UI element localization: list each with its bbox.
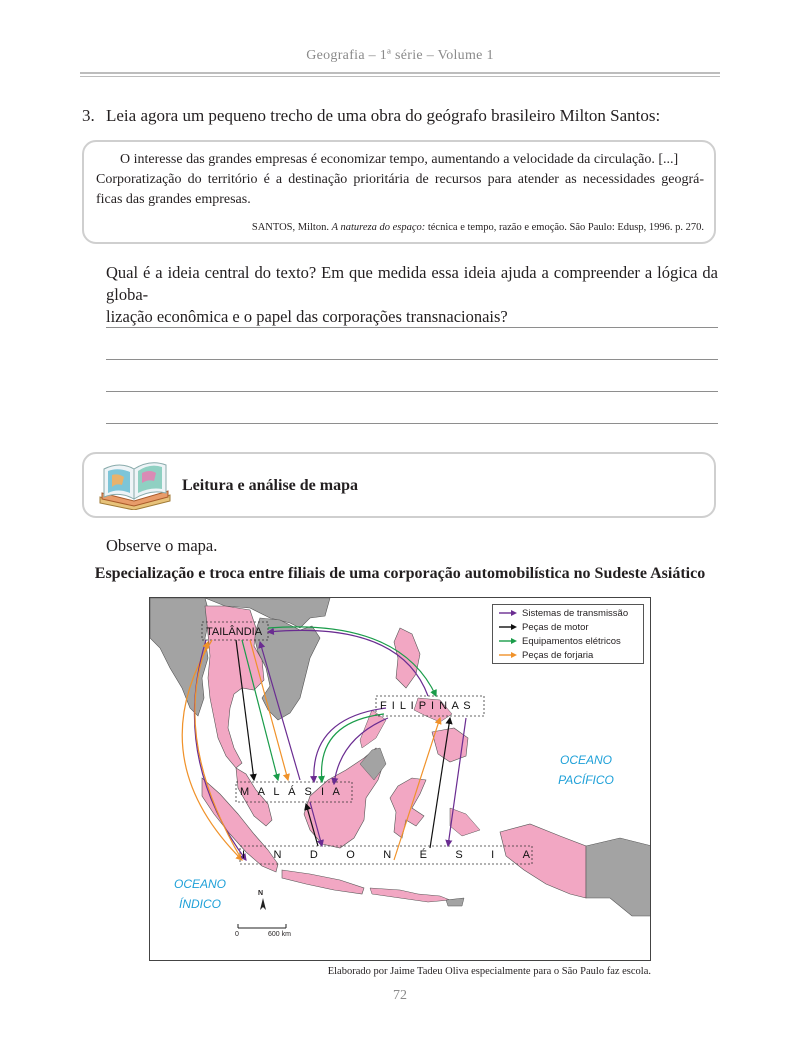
ocean-label-line: OCEANO <box>559 753 612 767</box>
question-number: 3. <box>82 106 95 125</box>
header-rule-thin <box>80 76 720 77</box>
legend-arrow-icon <box>499 637 517 645</box>
quote-line-1: O interesse das grandes empresas é economizar tempo, aumentando a velocidade da circulação. [...] <box>120 152 679 167</box>
observe-instruction: Observe o mapa. <box>106 536 218 555</box>
answer-line[interactable] <box>106 359 718 360</box>
legend-item <box>493 607 643 619</box>
legend-label: Equipamentos elétricos <box>522 635 621 647</box>
legend-arrow-icon <box>499 623 517 631</box>
indonesia-letter: N <box>273 849 282 861</box>
label-indian-ocean <box>162 874 238 914</box>
north-arrow-label: N <box>258 890 264 897</box>
ocean-label-line: PACÍFICO <box>558 773 614 787</box>
indonesia-letter: I <box>491 849 495 861</box>
label-pacific-ocean <box>546 750 626 790</box>
scale-zero: 0 <box>235 931 239 938</box>
header-rule <box>80 72 720 74</box>
open-book-icon <box>94 455 174 510</box>
question-text: Leia agora um pequeno trecho de uma obra do geógrafo brasileiro Milton Santos: <box>106 106 661 125</box>
maluku <box>450 808 480 836</box>
quote-line-2: Corporatização do território é a destinação prioritária de recursos para atender as necessidades geográ- <box>96 172 704 187</box>
citation-rest: técnica e tempo, razão e emoção. São Paulo: Edusp, 1996. p. 270. <box>427 222 704 233</box>
question-prompt <box>106 262 718 328</box>
ocean-label-line: ÍNDICO <box>179 897 221 911</box>
indonesia-letter: O <box>346 849 355 861</box>
indonesia-letter: N <box>383 849 392 861</box>
prompt-line-2: lização econômica e o papel das corporações transnacionais? <box>106 307 508 326</box>
indonesia-letter: S <box>455 849 463 861</box>
quote-citation <box>252 222 704 233</box>
legend-arrow-icon <box>499 651 517 659</box>
legend-label: Peças de motor <box>522 621 589 633</box>
answer-line[interactable] <box>106 391 718 392</box>
timor-east <box>446 898 464 906</box>
label-malaysia: M A L Á S I A <box>240 786 343 798</box>
prompt-line-1: Qual é a ideia central do texto? Em que medida essa ideia ajuda a compreender a lógica da globa- <box>106 263 718 304</box>
legend-label: Peças de forjaria <box>522 649 594 661</box>
papua <box>500 824 586 898</box>
papua-new-guinea <box>586 838 651 916</box>
legend-item <box>493 649 643 661</box>
citation-title: A natureza do espaço: <box>331 222 426 233</box>
running-header: Geografia – 1ª série – Volume 1 <box>306 48 494 63</box>
indonesia-letter: É <box>419 849 427 861</box>
java <box>282 870 364 894</box>
label-indonesia <box>242 849 530 861</box>
indonesia-letter: A <box>522 849 530 861</box>
map-credit: Elaborado por Jaime Tadeu Oliva especialmente para o São Paulo faz escola. <box>327 966 651 977</box>
citation-author: SANTOS, Milton. <box>251 222 329 233</box>
scale-600km: 600 km <box>268 931 291 938</box>
answer-line[interactable] <box>106 423 718 424</box>
answer-line[interactable] <box>106 327 718 328</box>
indonesia-letter: I <box>242 849 246 861</box>
label-philippines: F I L I P I N A S <box>380 700 472 712</box>
map-legend <box>492 604 644 664</box>
lesser-sunda <box>370 888 450 902</box>
ocean-label-line: OCEANO <box>173 877 226 891</box>
legend-item <box>493 635 643 647</box>
mainland-laos-vietnam-cambodia <box>254 618 320 720</box>
page-number: 72 <box>393 988 407 1003</box>
quote-text <box>96 150 704 210</box>
quote-line-3: ficas das grandes empresas. <box>96 192 251 207</box>
section-title: Leitura e análise de mapa <box>182 477 358 494</box>
label-thailand: TAILÂNDIA <box>206 626 263 638</box>
legend-arrow-icon <box>499 609 517 617</box>
sulawesi <box>390 778 426 838</box>
map-title: Especialização e troca entre filiais de uma corporação automobilística no Sudeste Asiático <box>94 565 706 582</box>
map-frame <box>149 597 651 961</box>
question-3 <box>82 106 660 126</box>
section-box <box>82 452 716 518</box>
legend-label: Sistemas de transmissão <box>522 607 629 619</box>
indonesia-letter: D <box>309 849 318 861</box>
legend-item <box>493 621 643 633</box>
